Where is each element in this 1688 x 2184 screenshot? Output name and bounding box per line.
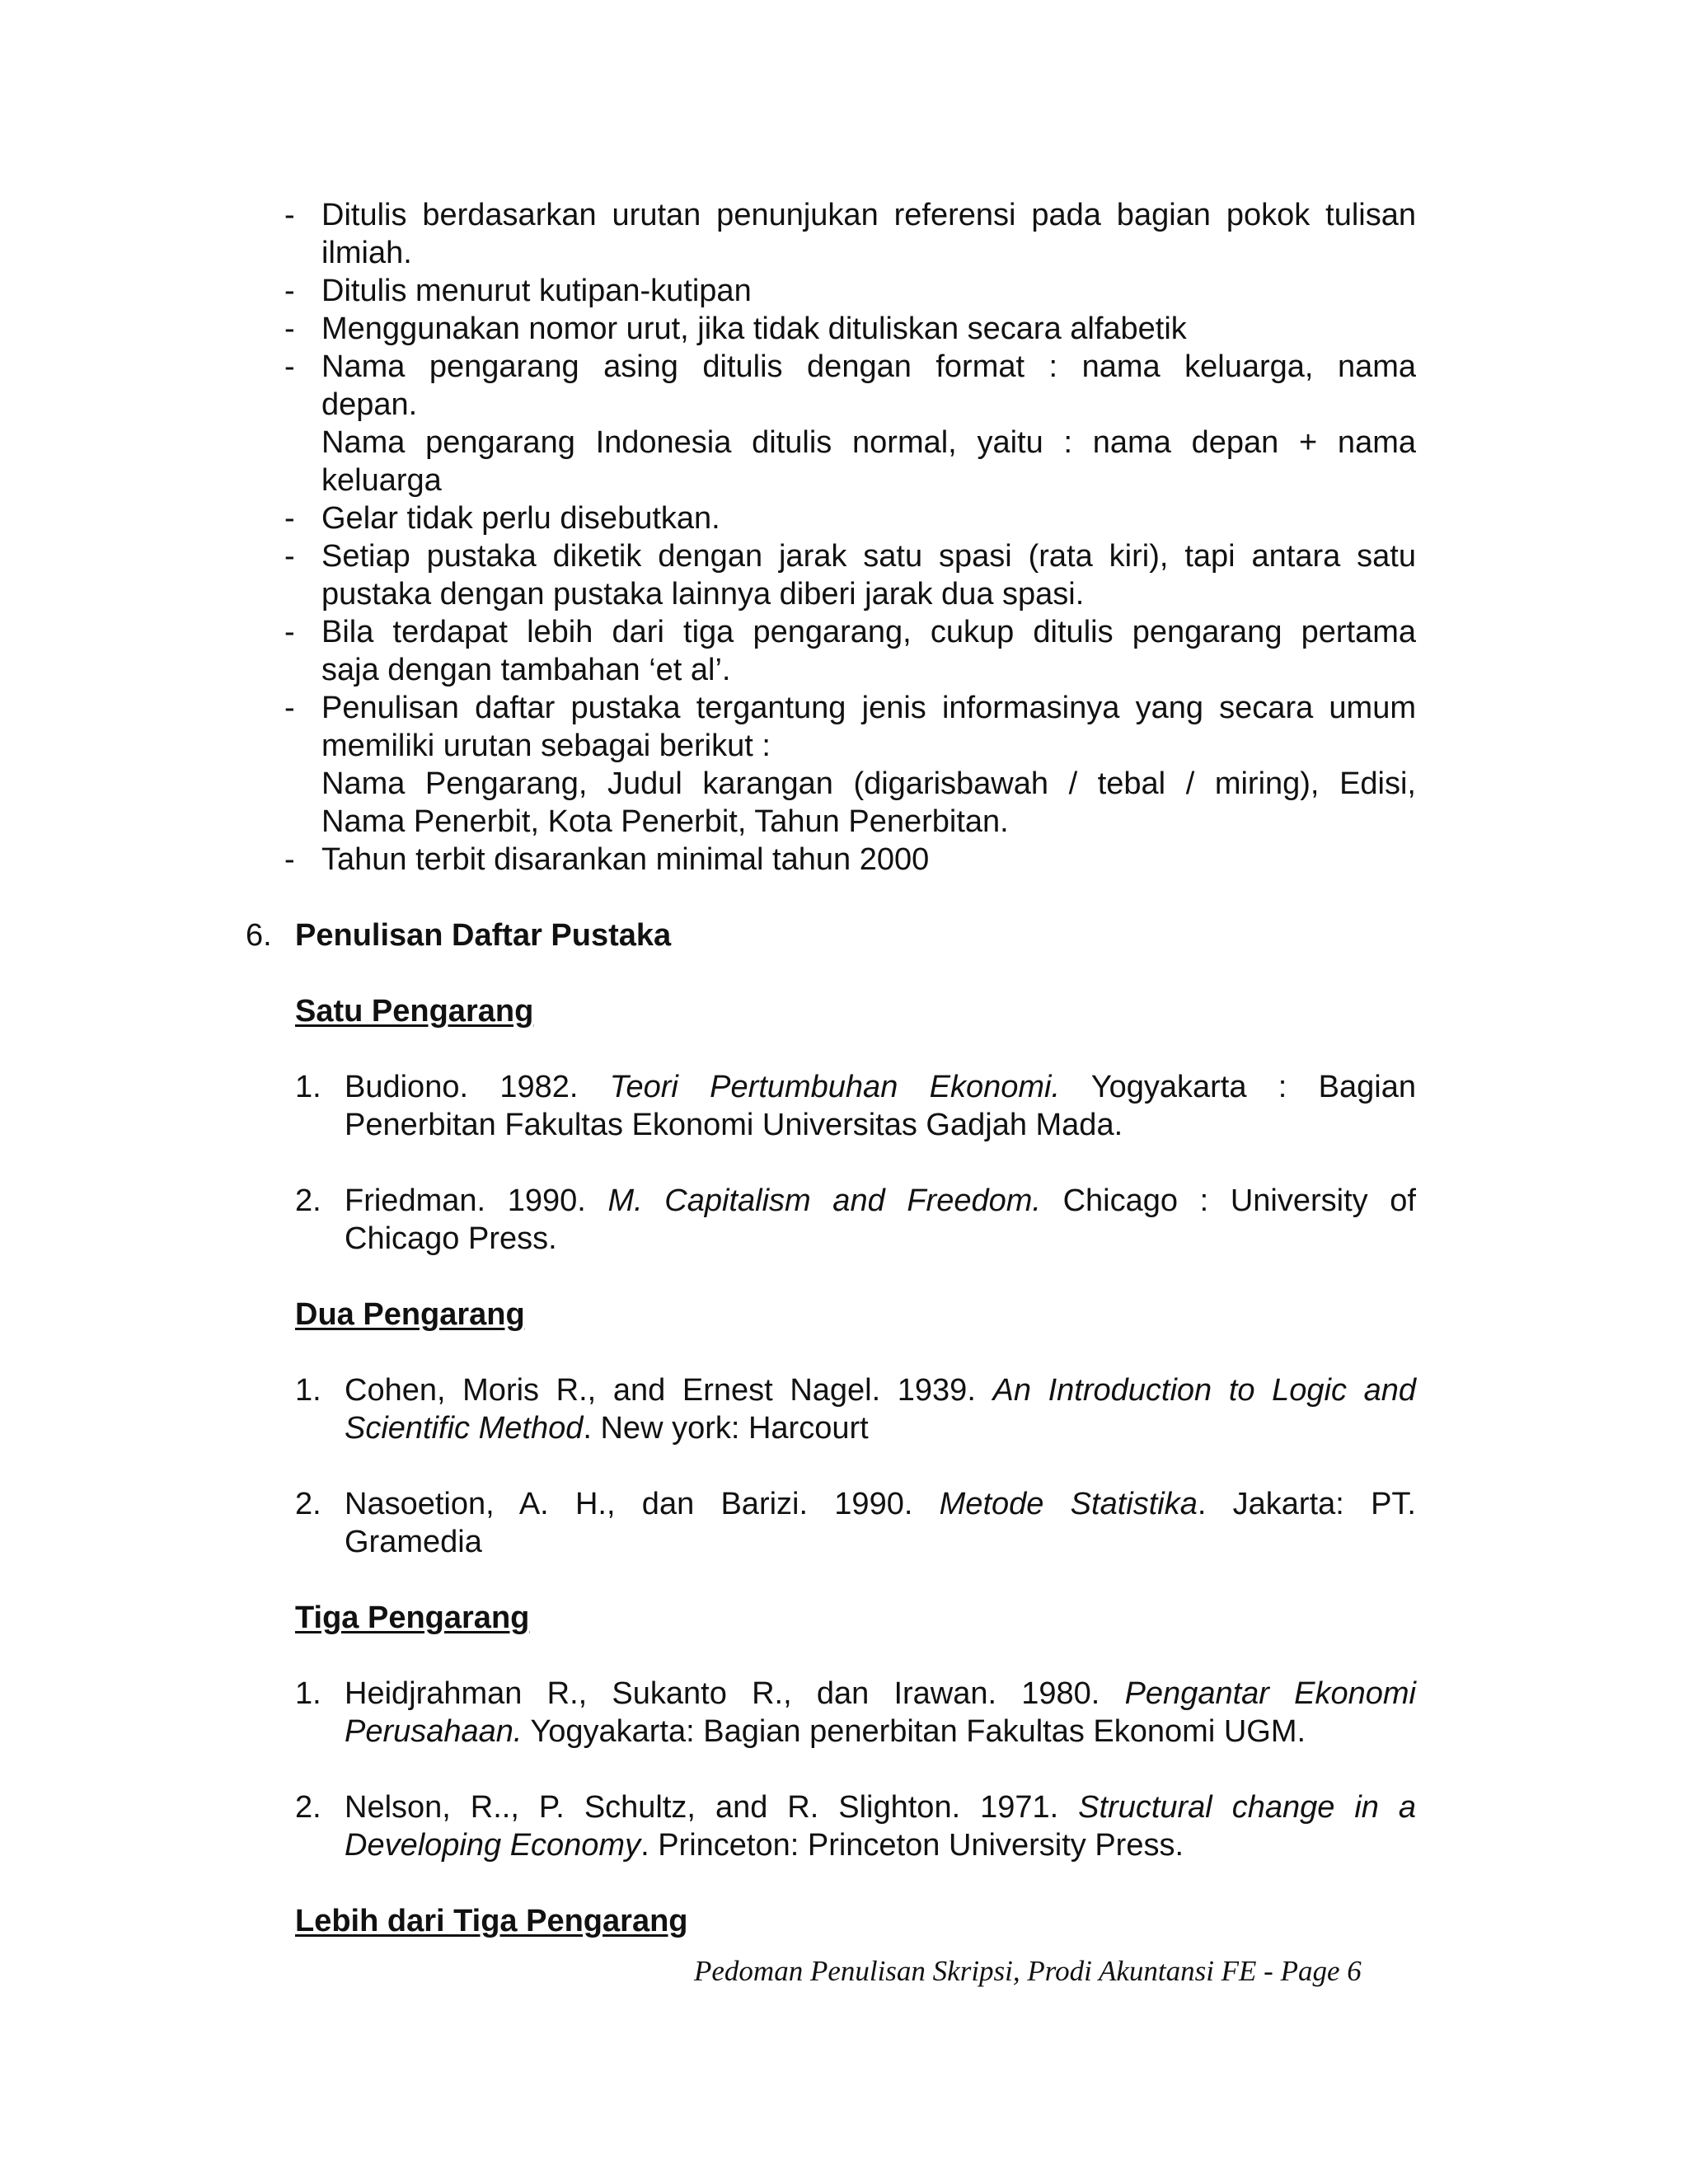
reference-number: 1. (295, 1373, 321, 1408)
reference-title-continued: Developing Economy (345, 1828, 641, 1863)
reference-author-year: Budiono. 1982. (345, 1070, 579, 1104)
reference-satu-1-line-2: Penerbitan Fakultas Ekonomi Universitas Gadjah Mada. (345, 1108, 1123, 1142)
reference-tiga-1-line-1 (345, 1675, 1416, 1713)
reference-author-year: Cohen, Moris R., and Ernest Nagel. 1939. (345, 1373, 976, 1408)
guideline-6-line-2: pustaka dengan pustaka lainnya diberi jarak dua spasi. (321, 577, 1085, 612)
subheading-tiga-pengarang: Tiga Pengarang (295, 1601, 530, 1635)
page-footer: Pedoman Penulisan Skripsi, Prodi Akuntansi FE - Page 6 (694, 1955, 1362, 1987)
guideline-1-line-2: ilmiah. (321, 236, 412, 270)
guideline-2: Ditulis menurut kutipan-kutipan (321, 274, 752, 308)
guideline-4-line-4: keluarga (321, 463, 442, 498)
bullet-dash: - (284, 842, 295, 877)
section-number: 6. (246, 918, 272, 953)
guideline-8-line-3: Nama Pengarang, Judul karangan (digarisbawah / tebal / miring), Edisi, (321, 766, 1416, 801)
reference-dua-2-line-1 (345, 1485, 1416, 1523)
reference-number: 2. (295, 1790, 321, 1825)
guideline-9: Tahun terbit disarankan minimal tahun 2000 (321, 842, 930, 877)
reference-tiga-2-line-2 (345, 1826, 1184, 1864)
guideline-6-line-1: Setiap pustaka diketik dengan jarak satu spasi (rata kiri), tapi antara satu (321, 539, 1416, 574)
reference-number: 2. (295, 1183, 321, 1218)
reference-publisher: . New york: Harcourt (583, 1411, 869, 1446)
reference-number: 1. (295, 1676, 321, 1711)
reference-author-year: Nelson, R.., P. Schultz, and R. Slighton. 1971. (345, 1790, 1059, 1825)
reference-author-year: Friedman. 1990. (345, 1183, 586, 1218)
subheading-dua-pengarang: Dua Pengarang (295, 1297, 525, 1332)
bullet-dash: - (284, 312, 295, 346)
guideline-4-line-1: Nama pengarang asing ditulis dengan format : nama keluarga, nama (321, 349, 1416, 384)
guideline-5: Gelar tidak perlu disebutkan. (321, 501, 720, 536)
reference-publisher: Yogyakarta : Bagian (1090, 1070, 1416, 1104)
guideline-7-line-2: saja dengan tambahan ‘et al’. (321, 653, 731, 687)
reference-author-year: Nasoetion, A. H., dan Barizi. 1990. (345, 1487, 913, 1521)
reference-title-continued: Scientific Method (345, 1411, 584, 1446)
guideline-8-line-1: Penulisan daftar pustaka tergantung jenis informasinya yang secara umum (321, 691, 1416, 725)
reference-publisher: Yogyakarta: Bagian penerbitan Fakultas Ekonomi UGM. (522, 1714, 1306, 1749)
reference-satu-2-line-2: Chicago Press. (345, 1221, 557, 1256)
reference-tiga-2-line-1 (345, 1788, 1416, 1826)
bullet-dash: - (284, 501, 295, 536)
reference-title: Metode Statistika (939, 1487, 1198, 1521)
subheading-lebih-dari-tiga-pengarang: Lebih dari Tiga Pengarang (295, 1904, 688, 1938)
reference-publisher: . Princeton: Princeton University Press. (640, 1828, 1184, 1863)
bullet-dash: - (284, 615, 295, 649)
guideline-8-line-2: memiliki urutan sebagai berikut : (321, 729, 771, 763)
reference-satu-2-line-1 (345, 1182, 1416, 1220)
reference-publisher: . Jakarta: PT. (1197, 1487, 1416, 1521)
bullet-dash: - (284, 198, 295, 232)
reference-satu-1-line-1 (345, 1068, 1416, 1106)
reference-dua-1-line-1 (345, 1371, 1416, 1409)
reference-title: An Introduction to Logic and (992, 1373, 1416, 1408)
guideline-8-line-4: Nama Penerbit, Kota Penerbit, Tahun Penerbitan. (321, 804, 1009, 839)
guideline-4-line-3: Nama pengarang Indonesia ditulis normal, yaitu : nama depan + nama (321, 425, 1416, 460)
reference-title: M. Capitalism and Freedom. (607, 1183, 1041, 1218)
reference-title: Teori Pertumbuhan Ekonomi. (609, 1070, 1061, 1104)
bullet-dash: - (284, 349, 295, 384)
reference-number: 1. (295, 1070, 321, 1104)
reference-title: Pengantar Ekonomi (1124, 1676, 1416, 1711)
guideline-4-line-2: depan. (321, 387, 418, 422)
reference-number: 2. (295, 1487, 321, 1521)
reference-author-year: Heidjrahman R., Sukanto R., dan Irawan. 1980. (345, 1676, 1100, 1711)
reference-dua-2-line-2: Gramedia (345, 1525, 482, 1559)
reference-dua-1-line-2 (345, 1409, 869, 1447)
bullet-dash: - (284, 691, 295, 725)
guideline-1-line-1: Ditulis berdasarkan urutan penunjukan referensi pada bagian pokok tulisan (321, 198, 1416, 232)
section-title: Penulisan Daftar Pustaka (295, 918, 672, 953)
subheading-satu-pengarang: Satu Pengarang (295, 994, 534, 1029)
guideline-3: Menggunakan nomor urut, jika tidak dituliskan secara alfabetik (321, 312, 1187, 346)
reference-title: Structural change in a (1078, 1790, 1416, 1825)
reference-publisher: Chicago : University of (1062, 1183, 1416, 1218)
guideline-7-line-1: Bila terdapat lebih dari tiga pengarang, cukup ditulis pengarang pertama (321, 615, 1416, 649)
bullet-dash: - (284, 539, 295, 574)
reference-title-continued: Perusahaan. (345, 1714, 523, 1749)
bullet-dash: - (284, 274, 295, 308)
reference-tiga-1-line-2 (345, 1713, 1306, 1750)
